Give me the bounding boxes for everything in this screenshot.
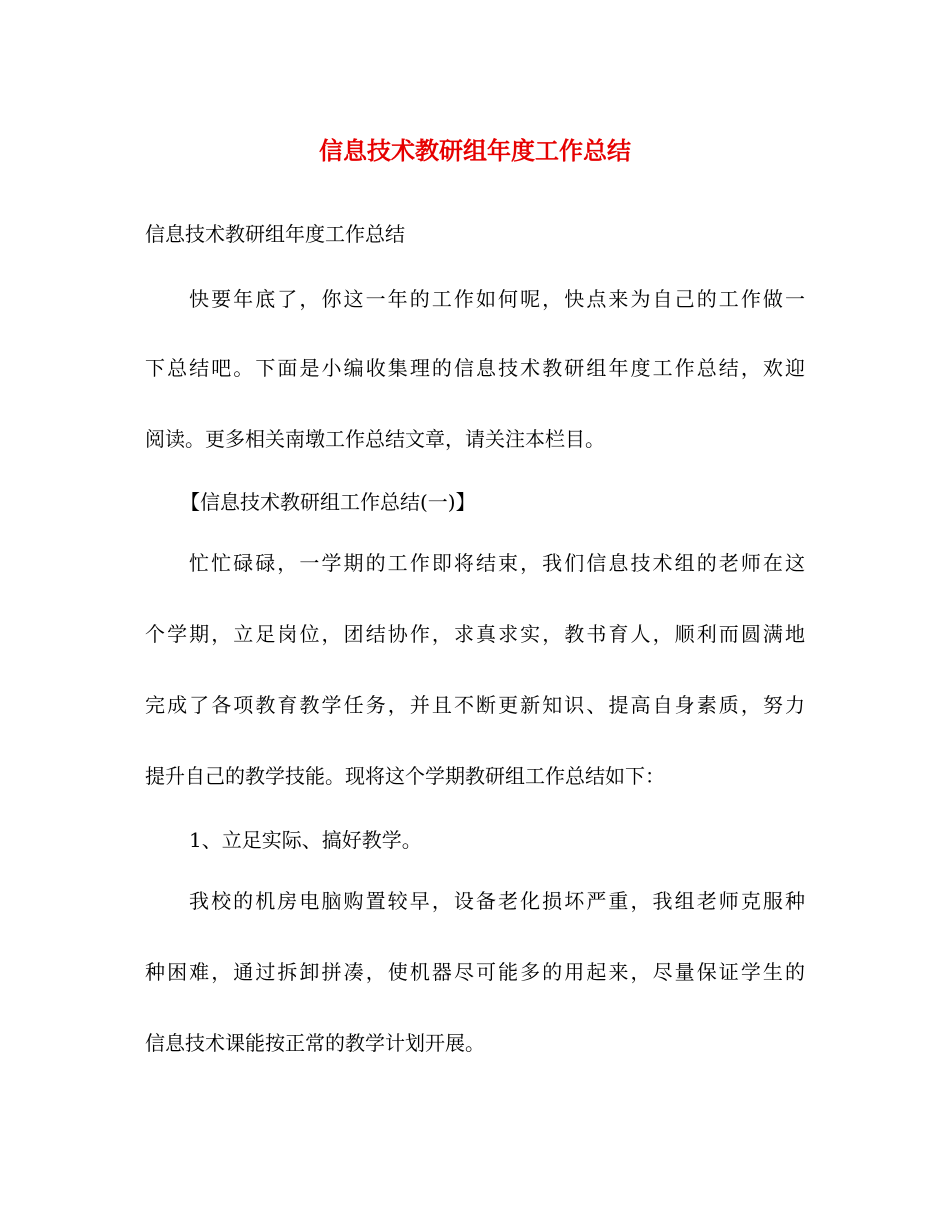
para2-line-3: 信息技术课能按正常的教学计划开展。 — [145, 1031, 485, 1055]
document-title: 信息技术教研组年度工作总结 — [319, 137, 631, 165]
intro-line-1: 快要年底了，你这一年的工作如何呢，快点来为自己的工作做一 — [189, 287, 805, 311]
section-heading: 【信息技术教研组工作总结(一)】 — [180, 490, 476, 514]
para1-line-1: 忙忙碌碌，一学期的工作即将结束，我们信息技术组的老师在这 — [189, 551, 805, 575]
para1-line-2: 个学期，立足岗位，团结协作，求真求实，教书育人，顺利而圆满地 — [145, 622, 805, 646]
intro-line-2: 下总结吧。下面是小编收集理的信息技术教研组年度工作总结，欢迎 — [145, 356, 805, 380]
document-subtitle: 信息技术教研组年度工作总结 — [145, 222, 405, 246]
para1-line-3: 完成了各项教育教学任务，并且不断更新知识、提高自身素质，努力 — [145, 693, 805, 717]
para2-line-2: 种困难，通过拆卸拼凑，使机器尽可能多的用起来，尽量保证学生的 — [145, 960, 805, 984]
para2-line-1: 我校的机房电脑购置较早，设备老化损坏严重，我组老师克服种 — [189, 889, 805, 913]
intro-line-3: 阅读。更多相关南墩工作总结文章，请关注本栏目。 — [145, 427, 605, 451]
item1-heading: 1、立足实际、搞好教学。 — [189, 828, 422, 852]
para1-line-4: 提升自己的教学技能。现将这个学期教研组工作总结如下： — [145, 764, 665, 788]
